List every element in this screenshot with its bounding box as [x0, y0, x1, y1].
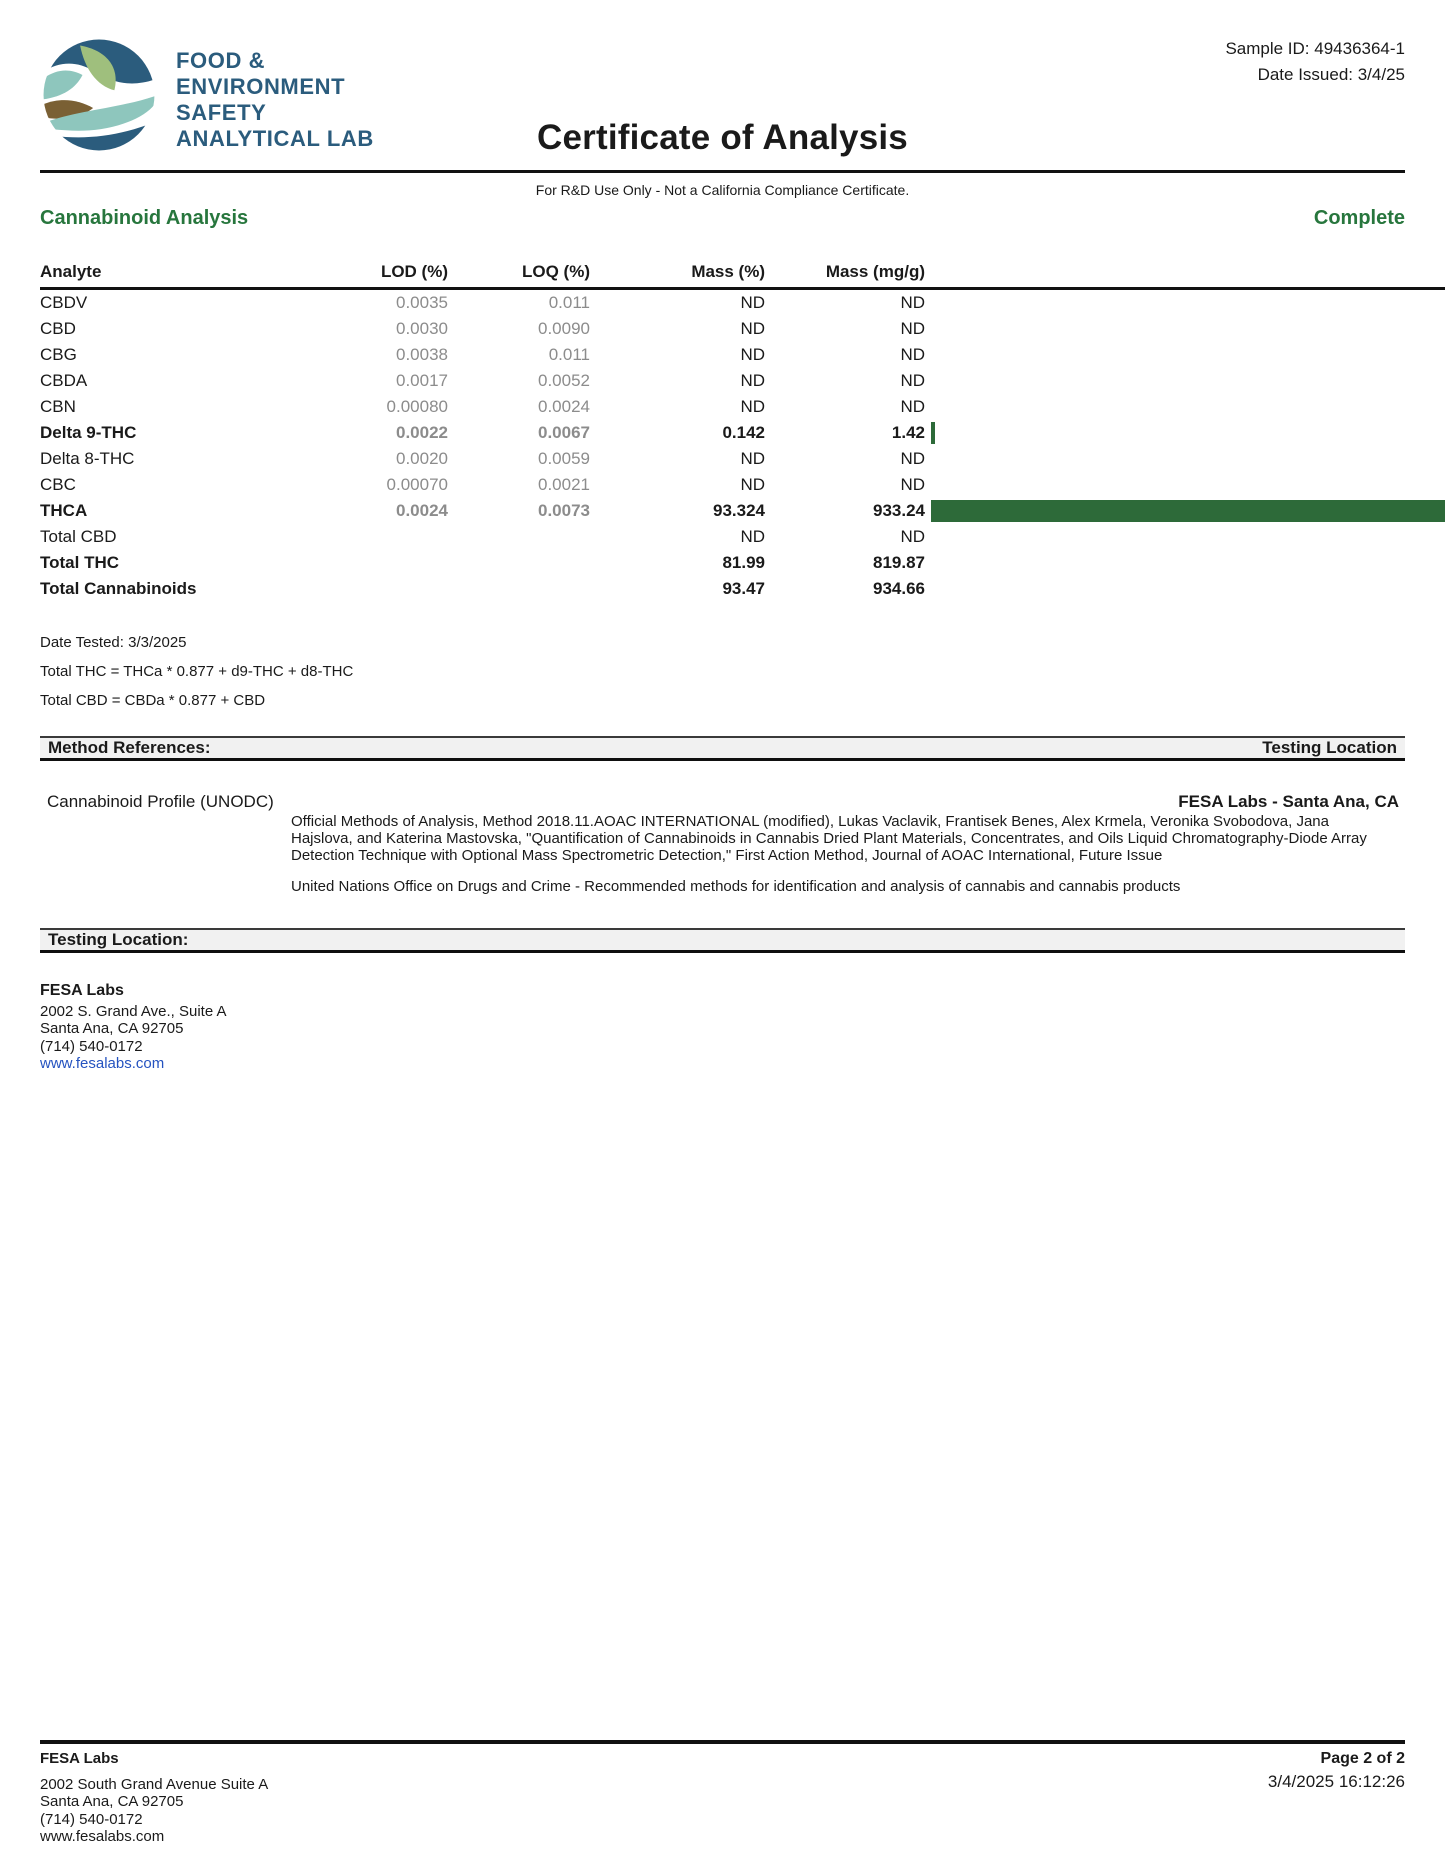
cell-mass-mgg: 819.87: [873, 553, 925, 572]
lab-phone: (714) 540-0172: [40, 1037, 143, 1055]
testing-location-column-header: Testing Location: [1262, 738, 1397, 757]
cell-analyte: Delta 8-THC: [40, 449, 135, 468]
cell-lod: 0.0030: [396, 319, 448, 338]
method-references-header: Method References:: [48, 738, 211, 757]
logo-text-line: ENVIRONMENT: [176, 74, 346, 99]
cell-mass-pct: ND: [740, 319, 765, 338]
cell-mass-mgg: 1.42: [891, 423, 925, 442]
footer-lab-name: FESA Labs: [40, 1750, 119, 1767]
document-meta: [1225, 36, 1405, 88]
footer-page-block: [1268, 1750, 1405, 1792]
logo-text-line: SAFETY: [176, 100, 267, 125]
footer-phone: (714) 540-0172: [40, 1810, 143, 1828]
cell-mass-mgg: ND: [900, 319, 925, 338]
cell-mass-pct: ND: [740, 293, 765, 312]
footer-address-line-2: Santa Ana, CA 92705: [40, 1793, 184, 1810]
table-row: [40, 576, 1445, 602]
header-cell-loq: LOQ (%): [522, 262, 590, 281]
cell-mass-mgg: ND: [900, 449, 925, 468]
cell-analyte: Total Cannabinoids: [40, 579, 197, 598]
footer-rule: [40, 1740, 1405, 1744]
footnote-date-tested: Date Tested: 3/3/2025: [40, 634, 187, 651]
analysis-table: [40, 290, 1445, 602]
cell-loq: 0.011: [548, 345, 590, 364]
cell-analyte: CBC: [40, 475, 76, 494]
table-row: [40, 524, 1445, 550]
cell-analyte: CBDV: [40, 293, 88, 312]
table-row: [40, 446, 1445, 472]
status-badge: Complete: [1313, 207, 1405, 229]
page-number: Page 2 of 2: [1320, 1750, 1405, 1767]
table-row: [40, 316, 1445, 342]
header-cell-lod: LOD (%): [380, 262, 448, 281]
cell-lod: 0.0020: [396, 449, 448, 468]
mass-bar-cell: [925, 318, 1445, 340]
table-row: [40, 472, 1445, 498]
cell-lod: 0.0035: [396, 293, 448, 312]
cell-analyte: Delta 9-THC: [40, 423, 137, 442]
cell-analyte: Total CBD: [40, 527, 117, 546]
cell-loq: 0.0021: [538, 475, 590, 494]
cell-mass-pct: ND: [740, 371, 765, 390]
cell-analyte: CBG: [40, 345, 77, 364]
mass-bar-cell: [925, 396, 1445, 418]
method-paragraph-1: Official Methods of Analysis, Method 2018.11.AOAC INTERNATIONAL (modified), Lukas Vaclavik, Frantisek Benes, Alex Krmela, Veronika Svobodova, Jana Hajslova, and Katerina Mastovska, "Quantification of Cannabinoids in Cannabis Dried Plant Materials, Concentrates, and Oils Liquid Chromatography-Diode Array Detection Technique with Optional Mass Spectrometric Detection," First Action Method, Journal of AOAC International, Future Issue: [291, 813, 1367, 864]
cell-mass-pct: ND: [740, 345, 765, 364]
cell-analyte: CBD: [40, 319, 76, 338]
table-row: [40, 550, 1445, 576]
cell-analyte: Total THC: [40, 553, 120, 572]
method-references-bar: [40, 736, 1405, 761]
cell-analyte: THCA: [40, 501, 88, 520]
subtitle: For R&D Use Only - Not a California Compliance Certificate.: [535, 182, 910, 198]
table-row: [40, 342, 1445, 368]
cell-lod: 0.00080: [386, 397, 448, 416]
cell-loq: 0.0090: [538, 319, 590, 338]
mass-bar-cell: [925, 578, 1445, 600]
cell-loq: 0.0024: [538, 397, 590, 416]
footnotes: [40, 634, 353, 721]
cell-mass-mgg: ND: [900, 345, 925, 364]
mass-bar-cell: [925, 500, 1445, 522]
mass-bar-cell: [925, 344, 1445, 366]
footer-timestamp: 3/4/2025 16:12:26: [1267, 1772, 1405, 1791]
mass-bar-cell: [925, 448, 1445, 470]
cell-mass-mgg: ND: [900, 475, 925, 494]
logo-text-line: ANALYTICAL LAB: [176, 126, 374, 151]
cell-mass-pct: 93.324: [713, 501, 765, 520]
lab-website-link[interactable]: www.fesalabs.com: [40, 1055, 165, 1072]
table-row: [40, 498, 1445, 524]
cell-lod: 0.0038: [396, 345, 448, 364]
cell-loq: 0.0073: [538, 501, 590, 520]
method-paragraphs: [291, 813, 1381, 895]
header-cell-mass-mgg: Mass (mg/g): [825, 262, 925, 281]
cell-loq: 0.0052: [538, 371, 590, 390]
cell-mass-mgg: ND: [900, 371, 925, 390]
cell-mass-mgg: ND: [900, 293, 925, 312]
sample-id: Sample ID: 49436364-1: [1225, 39, 1405, 58]
profile-label: Cannabinoid Profile (UNODC): [47, 792, 274, 811]
footnote-total-thc-formula: Total THC = THCa * 0.877 + d9-THC + d8-THC: [40, 663, 354, 680]
mass-bar: [931, 500, 1445, 522]
mass-bar-cell: [925, 370, 1445, 392]
mass-bar-cell: [925, 552, 1445, 574]
footer-address-line-1: 2002 South Grand Avenue Suite A: [40, 1775, 269, 1793]
footnote-total-cbd-formula: Total CBD = CBDa * 0.877 + CBD: [40, 692, 266, 709]
cell-mass-pct: ND: [740, 397, 765, 416]
date-issued: Date Issued: 3/4/25: [1257, 65, 1405, 84]
table-header: [40, 262, 1445, 290]
table-row: [40, 368, 1445, 394]
lab-address-line-2: Santa Ana, CA 92705: [40, 1020, 184, 1037]
testing-location-header: Testing Location:: [48, 930, 189, 949]
cell-mass-pct: ND: [740, 449, 765, 468]
mass-bar-cell: [925, 422, 1445, 444]
table-row: [40, 420, 1445, 446]
header-cell-analyte: Analyte: [40, 262, 102, 281]
cell-analyte: CBN: [40, 397, 76, 416]
cell-mass-pct: 81.99: [722, 553, 765, 572]
lab-name: FESA Labs: [40, 982, 124, 999]
cell-mass-mgg: 934.66: [873, 579, 925, 598]
cell-loq: 0.0067: [538, 423, 590, 442]
header-cell-mass-pct: Mass (%): [691, 262, 765, 281]
table-row: [40, 290, 1445, 316]
mass-bar: [931, 422, 935, 444]
cell-mass-pct: 93.47: [722, 579, 765, 598]
testing-location-bar: [40, 928, 1405, 953]
cell-mass-mgg: 933.24: [873, 501, 925, 520]
cell-mass-mgg: ND: [900, 527, 925, 546]
footer-lab-block: [40, 1750, 268, 1846]
cell-mass-pct: ND: [740, 475, 765, 494]
cell-lod: 0.0022: [396, 423, 448, 442]
lab-address-block: [40, 982, 227, 1073]
method-paragraph-2: United Nations Office on Drugs and Crime - Recommended methods for identification and analysis of cannabis and cannabis products: [291, 878, 1181, 895]
page-title: Certificate of Analysis: [537, 118, 908, 157]
cell-mass-pct: 0.142: [722, 423, 765, 442]
logo-text-line: FOOD &: [176, 48, 266, 73]
cell-analyte: CBDA: [40, 371, 88, 390]
cell-lod: 0.0017: [396, 371, 448, 390]
cell-lod: 0.00070: [386, 475, 448, 494]
cell-lod: 0.0024: [396, 501, 448, 520]
mass-bar-cell: [925, 292, 1445, 314]
header-rule: [40, 170, 1405, 173]
section-title: Cannabinoid Analysis: [40, 207, 249, 229]
cell-mass-pct: ND: [740, 527, 765, 546]
mass-bar-cell: [925, 474, 1445, 496]
cell-loq: 0.011: [548, 293, 590, 312]
mass-bar-cell: [925, 526, 1445, 548]
testing-location-value: FESA Labs - Santa Ana, CA: [1178, 792, 1399, 811]
cell-loq: 0.0059: [538, 449, 590, 468]
footer-website: www.fesalabs.com: [40, 1828, 165, 1845]
table-row: [40, 394, 1445, 420]
cell-mass-mgg: ND: [900, 397, 925, 416]
lab-address-line-1: 2002 S. Grand Ave., Suite A: [40, 1002, 227, 1020]
